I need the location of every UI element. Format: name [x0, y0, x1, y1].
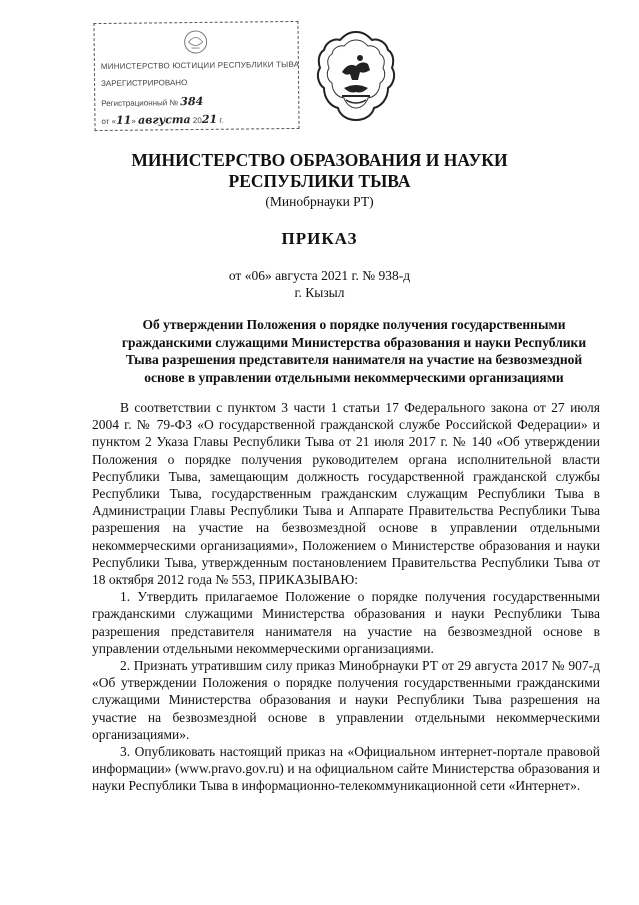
order-item-2: 2. Признать утратившим силу приказ Минобрнауки РТ от 29 августа 2017 № 907-д «Об утверждении Положения о порядке получения государственными гражданскими служащими Министерства образования и науки Республики Тыва разрешения на участие на безвозмездной основе в управлении отдельными некоммерческими организациями».: [92, 658, 600, 742]
document-type: ПРИКАЗ: [281, 229, 358, 248]
ministry-name-line1: МИНИСТЕРСТВО ОБРАЗОВАНИЯ И НАУКИ: [131, 150, 508, 170]
stamp-date-line: [101, 113, 223, 127]
order-city: г. Кызыл: [294, 285, 345, 300]
ministry-abbr: (Минобрнауки РТ): [265, 194, 374, 209]
order-item-3: 3. Опубликовать настоящий приказ на «Официальном интернет-портале правовой информации» (www.pravo.gov.ru) и на официальном сайте Министерства образования и науки Республики Тыва в информационно-телекоммуникационной сети «Интернет».: [92, 744, 600, 794]
stamp-registered-line: ЗАРЕГИСТРИРОВАНО: [101, 78, 188, 88]
order-title: Об утверждении Положения о порядке получения государственными гражданскими служащими Министерства образования и науки Республики Тыва разрешения представителя нанимателя на участие на безвозмездной основе в управлении отдельными некоммерческими организациями: [121, 317, 587, 385]
order-body: [92, 399, 600, 795]
stamp-month: августа: [138, 113, 191, 127]
stamp-year-suffix: г.: [219, 115, 224, 125]
stamp-day: 11: [116, 113, 132, 127]
stamp-reg-number-line: [101, 95, 203, 109]
stamp-year: 21: [201, 112, 218, 126]
order-item-1: 1. Утвердить прилагаемое Положение о порядке получения государственными гражданскими служащими Министерства образования и науки Республики Тыва разрешения представителя нанимателя на участие на безвозмездной основе в управлении отдельными некоммерческими организациями.: [92, 589, 600, 656]
stamp-mid-quote: »: [131, 116, 136, 126]
ministry-name-line2: РЕСПУБЛИКИ ТЫВА: [228, 171, 411, 191]
coat-of-arms-icon: [316, 28, 396, 134]
stamp-reg-number: 384: [180, 94, 204, 109]
order-date-number: от «06» августа 2021 г. № 938-д: [228, 268, 411, 283]
ministry-name: [0, 150, 639, 192]
stamp-from-label: от «: [101, 116, 117, 126]
stamp-reg-label: Регистрационный №: [101, 98, 179, 108]
stamp-ministry-line: МИНИСТЕРСТВО ЮСТИЦИИ РЕСПУБЛИКИ ТЫВА: [100, 59, 300, 72]
registration-stamp: [93, 21, 299, 131]
stamp-emblem-icon: [181, 29, 211, 55]
stamp-year-prefix: 20: [192, 115, 202, 126]
order-preamble: В соответствии с пунктом 3 части 1 статьи 17 Федерального закона от 27 июля 2004 г. № 79-ФЗ «О государственной гражданской службе Российской Федерации» и пунктом 2 Указа Главы Республики Тыва от 21 июля 2017 г. № 140 «Об утверждении Положения о порядке получения руководителем органа исполнительной власти Республики Тыва, замещающим должность государственной гражданской службы Республики Тыва, государственным гражданским служащим Республики Тыва в Администрации Главы Республики Тыва и Аппарате Правительства Республики Тыва разрешения на участие на безвозмездной основе в управлении отдельными некоммерческими организациями», Положением о Министерстве образования и науки Республики Тыва, утвержденным постановлением Правительства Республики Тыва от 18 октября 2012 года № 553, ПРИКАЗЫВАЮ:: [92, 400, 600, 588]
